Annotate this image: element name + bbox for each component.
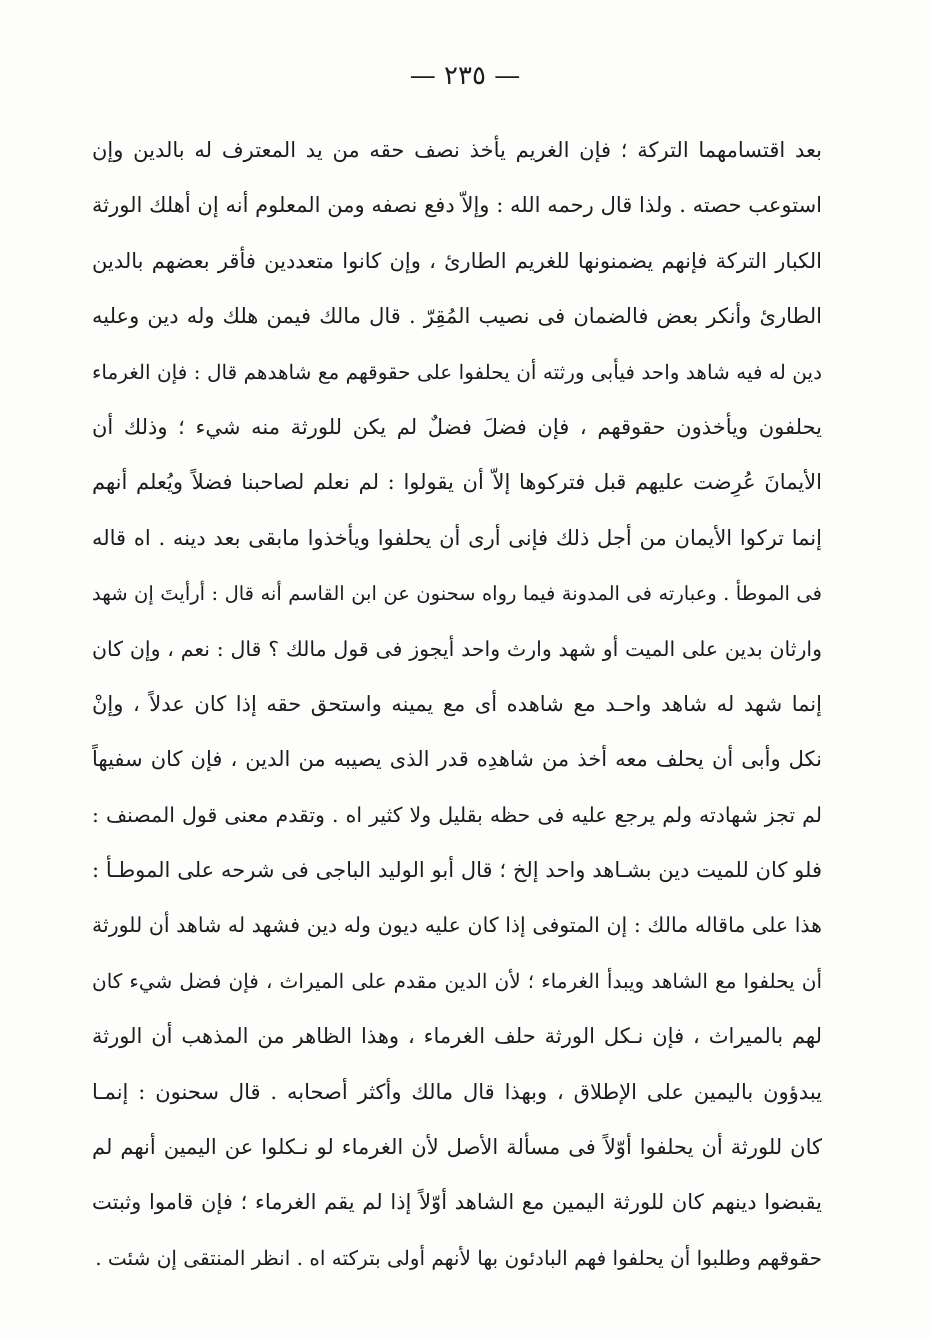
text-line: كان للورثة أن يحلفوا أوّلاً فى مسألة الأصل لأن الغرماء لو نـكلوا عن اليمين أنهم لم [92, 1135, 822, 1160]
text-line: نكل وأبى أن يحلف معه أخذ من شاهدِه قدر الذى يصيبه من الدين ، فإن كان سفيهاً [92, 747, 822, 772]
text-line: حقوقهم وطلبوا أن يحلفوا فهم البادئون بها لأنهم أولى بتركته اه . انظر المنتقى إن شئت . [95, 1245, 822, 1270]
text-line: لهم بالميراث ، فإن نـكل الورثة حلف الغرماء ، وهذا الظاهر من المذهب أن الورثة [92, 1024, 822, 1049]
page-number: — ٢٣٥ — [409, 61, 521, 91]
text-line: أن يحلفوا مع الشاهد ويبدأ الغرماء ؛ لأن الدين مقدم على الميراث ، فإن فضل شيء كان [92, 968, 822, 993]
text-line: لم تجز شهادته ولم يرجع عليه فى حظه بقليل ولا كثير اه . وتقدم معنى قول المصنف : [92, 802, 822, 827]
text-line: الكبار التركة فإنهم يضمنونها للغريم الطارئ ، وإن كانوا متعددين فأقر بعضهم بالدين [92, 248, 822, 273]
text-line: يقبضوا دينهم كان للورثة اليمين مع الشاهد أوّلاً إذا لم يقم الغرماء ؛ فإن قاموا وثبتت [92, 1190, 822, 1215]
text-line: دين له فيه شاهد واحد فيأبى ورثته أن يحلفوا على حقوقهم مع شاهدهم قال : فإن الغرماء [92, 359, 822, 384]
text-line: إنما تركوا الأيمان من أجل ذلك فإنى أرى أن يحلفوا ويأخذوا مابقى بعد دينه . اه قاله [92, 525, 822, 550]
text-line: هذا على ماقاله مالك : إن المتوفى إذا كان عليه ديون وله دين فشهد له شاهد أن للورثة [92, 913, 822, 938]
text-line: فلو كان للميت دين بشـاهد واحد إلخ ؛ قال أبو الوليد الباجى فى شرحه على الموطـأ : [92, 858, 822, 883]
text-line: الأيمانَ عُرِضت عليهم قبل فتركوها إلاّ أن يقولوا : لم نعلم لصاحبنا فضلاً ويُعلم أنهم [92, 470, 822, 495]
text-line: وارثان بدين على الميت أو شهد وارث واحد أيجوز فى قول مالك ؟ قال : نعم ، وإن كان [92, 636, 822, 661]
text-line: إنما شهد له شاهد واحـد مع شاهده أى مع يمينه واستحق حقه إذا كان عدلاً ، وإنْ [92, 691, 822, 716]
text-line: يبدؤون باليمين على الإطلاق ، وبهذا قال مالك وأكثر أصحابه . قال سحنون : إنمـا [92, 1079, 822, 1104]
body-text [92, 123, 822, 1286]
text-line: فى الموطأ . وعبارته فى المدونة فيما رواه سحنون عن ابن القاسم أنه قال : أرأيتَ إن شهد [92, 582, 822, 606]
text-line: استوعب حصته . ولذا قال رحمه الله : وإلاّ دفع نصفه ومن المعلوم أنه إن أهلك الورثة [92, 193, 822, 218]
text-line: بعد اقتسامهما التركة ؛ فإن الغريم يأخذ نصف حقه من يد المعترف له بالدين وإن [92, 138, 822, 162]
text-line: يحلفون ويأخذون حقوقهم ، فإن فضلَ فضلٌ لم يكن للورثة منه شيء ؛ وذلك أن [92, 414, 822, 439]
text-line: الطارئ وأنكر بعض فالضمان فى نصيب المُقِرّ . قال مالك فيمن هلك وله دين وعليه [92, 304, 822, 329]
